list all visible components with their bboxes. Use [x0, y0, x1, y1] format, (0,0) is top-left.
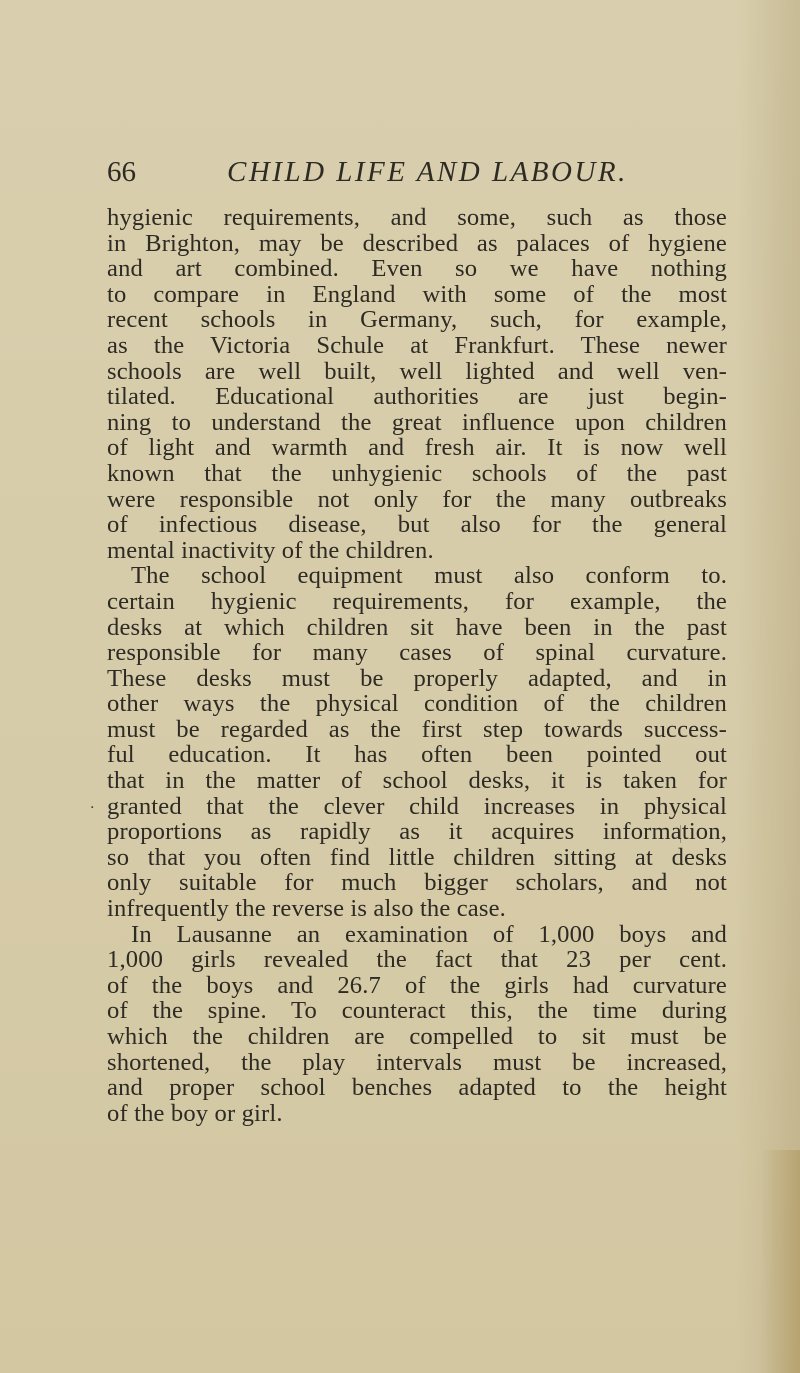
text-line: shortened, the play intervals must be increased, — [107, 1048, 727, 1076]
text-line: in Brighton, may be described as palaces of hygiene — [107, 229, 727, 257]
text-line: must be regarded as the first step towards success- — [107, 715, 727, 743]
running-head: CHILD LIFE AND LABOUR. — [227, 156, 628, 188]
text-line: ful education. It has often been pointed out — [107, 741, 727, 769]
text-line: desks at which children sit have been in the past — [107, 613, 727, 641]
text-line: proportions as rapidly as it acquires information, — [107, 818, 727, 846]
text-line: tilated. Educational authorities are just begin- — [107, 383, 727, 411]
text-line: of the boys and 26.7 of the girls had curvature — [107, 971, 727, 999]
text-line: only suitable for much bigger scholars, and not — [107, 869, 727, 897]
page-edge-stain — [760, 1150, 800, 1373]
text-line: that in the matter of school desks, it is taken for — [107, 767, 727, 795]
paragraph-start-line: The school equipment must also conform to. — [131, 562, 727, 590]
text-line: as the Victoria Schule at Frankfurt. These newer — [107, 331, 727, 359]
text-line: 1,000 girls revealed the fact that 23 per cent. — [107, 946, 727, 974]
text-line: of the boy or girl. — [107, 1099, 283, 1127]
paragraph-start-line: In Lausanne an examination of 1,000 boys and — [131, 920, 727, 948]
text-line: ning to understand the great influence upon children — [107, 408, 727, 436]
text-line: certain hygienic requirements, for example, the — [107, 587, 727, 615]
text-line: schools are well built, well lighted and well ven- — [107, 357, 727, 385]
text-line: hygienic requirements, and some, such as those — [107, 204, 727, 231]
text-line: infrequently the reverse is also the case. — [107, 895, 506, 923]
text-line: and proper school benches adapted to the height — [107, 1074, 727, 1102]
text-line: were responsible not only for the many outbreaks — [107, 485, 727, 513]
text-line: other ways the physical condition of the children — [107, 690, 727, 718]
text-line: of light and warmth and fresh air. It is now well — [107, 434, 727, 462]
text-line: responsible for many cases of spinal curvature. — [107, 639, 727, 667]
text-line: granted that the clever child increases in physical — [107, 792, 727, 820]
text-line: recent schools in Germany, such, for example, — [107, 306, 727, 334]
body-text — [107, 205, 727, 1126]
text-line: which the children are compelled to sit must be — [107, 1023, 727, 1050]
text-line: so that you often find little children sitting at desks — [107, 843, 727, 871]
text-line: known that the unhygienic schools of the past — [107, 459, 727, 487]
stray-ink-mark: . — [90, 796, 95, 812]
page-header — [107, 152, 667, 192]
text-line: of infectious disease, but also for the general — [107, 511, 727, 539]
page-number: 66 — [107, 156, 136, 188]
text-line: to compare in England with some of the most — [107, 280, 727, 308]
text-line: of the spine. To counteract this, the time during — [107, 997, 727, 1025]
text-line: These desks must be properly adapted, and in — [107, 664, 727, 692]
text-line: and art combined. Even so we have nothing — [107, 255, 727, 283]
text-line: mental inactivity of the children. — [107, 536, 434, 564]
